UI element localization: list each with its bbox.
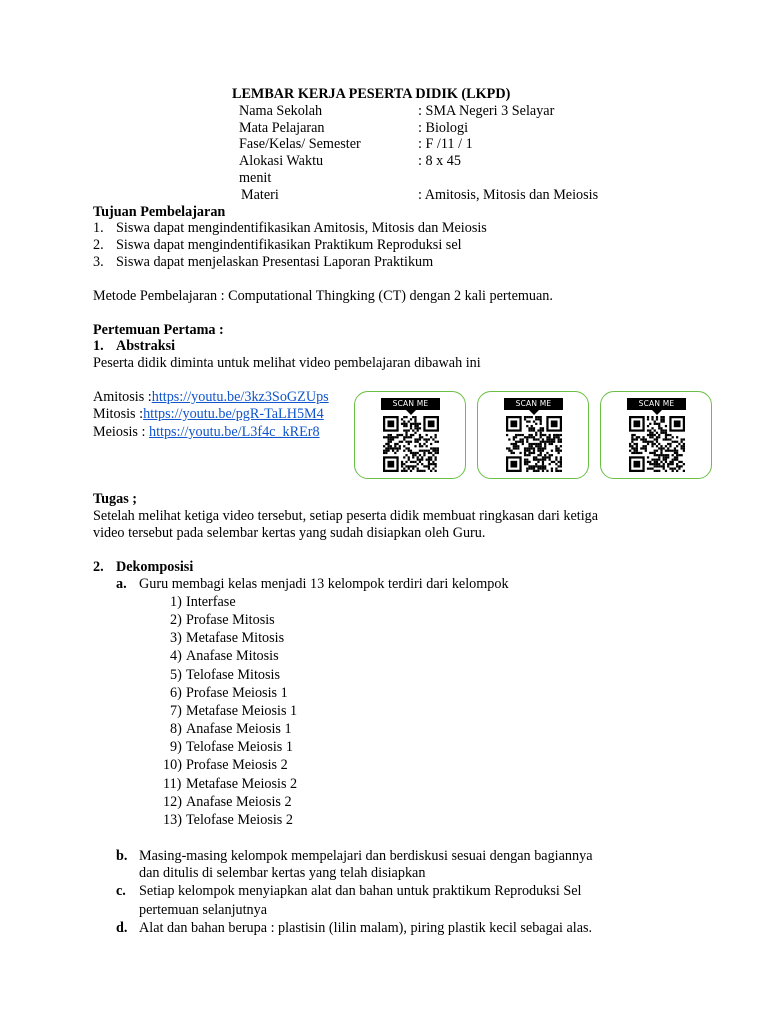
- identity-label-minutes: menit: [239, 170, 272, 186]
- identity-label-material: Materi: [241, 187, 279, 203]
- group-name: Anafase Meiosis 2: [186, 793, 292, 810]
- group-name: Anafase Meiosis 1: [186, 721, 292, 738]
- tujuan-num-2: 2.: [93, 237, 104, 253]
- dekomposisi-c-line-1: Setiap kelompok menyiapkan alat dan bahan untuk praktikum Reproduksi Sel: [139, 883, 582, 899]
- abstraksi-num: 1.: [93, 338, 104, 354]
- document-title: LEMBAR KERJA PESERTA DIDIK (LKPD): [232, 86, 511, 102]
- dekomposisi-a-text: Guru membagi kelas menjadi 13 kelompok terdiri dari kelompok: [139, 576, 509, 592]
- video-row-meiosis: [93, 424, 320, 441]
- dekomposisi-num: 2.: [93, 559, 104, 575]
- tugas-heading: Tugas ;: [93, 491, 138, 507]
- video-row-amitosis: [93, 389, 329, 406]
- group-number: 4): [170, 648, 182, 665]
- scan-me-label: SCAN ME: [504, 398, 563, 410]
- group-number: 8): [170, 721, 182, 738]
- video-link-meiosis[interactable]: https://youtu.be/L3f4c_kREr8: [148, 424, 320, 440]
- group-number: 12): [163, 793, 182, 810]
- group-number: 3): [170, 630, 182, 647]
- tujuan-item-2: Siswa dapat mengindentifikasikan Praktikum Reproduksi sel: [116, 237, 462, 253]
- qr-code-icon: [383, 416, 439, 472]
- identity-value-school: : SMA Negeri 3 Selayar: [418, 103, 555, 119]
- group-name: Profase Meiosis 1: [186, 684, 288, 701]
- group-name: Metafase Meiosis 2: [186, 775, 298, 792]
- identity-value-subject: : Biologi: [418, 120, 469, 136]
- abstraksi-intro: Peserta didik diminta untuk melihat video pembelajaran dibawah ini: [93, 355, 481, 371]
- group-number: 9): [170, 739, 182, 756]
- dekomposisi-b-line-2: dan ditulis di selembar kertas yang telah disiapkan: [139, 865, 426, 881]
- video-label-mitosis: Mitosis :: [93, 406, 144, 422]
- tujuan-item-3: Siswa dapat menjelaskan Presentasi Laporan Praktikum: [116, 254, 434, 270]
- tugas-line-2: video tersebut pada selembar kertas yang sudah disiapkan oleh Guru.: [93, 525, 486, 541]
- group-number: 6): [170, 684, 182, 701]
- dekomposisi-d-text: Alat dan bahan berupa : plastisin (lilin malam), piring plastik kecil sebagai alas.: [139, 920, 593, 936]
- scan-me-label: SCAN ME: [381, 398, 440, 410]
- group-name: Telofase Mitosis: [186, 666, 280, 683]
- identity-label-time: Alokasi Waktu: [239, 153, 324, 169]
- qr-card-mitosis[interactable]: [477, 391, 589, 479]
- scan-me-label: SCAN ME: [627, 398, 686, 410]
- group-number: 10): [163, 757, 182, 774]
- dekomposisi-c-line-2: pertemuan selanjutnya: [139, 902, 268, 918]
- qr-code-icon: [629, 416, 685, 472]
- qr-card-amitosis[interactable]: [354, 391, 466, 479]
- dekomposisi-d-label: d.: [116, 920, 128, 936]
- identity-label-subject: Mata Pelajaran: [239, 120, 325, 136]
- identity-value-time: : 8 x 45: [418, 153, 461, 169]
- tujuan-heading: Tujuan Pembelajaran: [93, 204, 226, 220]
- group-name: Anafase Mitosis: [186, 648, 279, 665]
- metode-text: Metode Pembelajaran : Computational Thingking (CT) dengan 2 kali pertemuan.: [93, 288, 553, 304]
- group-name: Metafase Mitosis: [186, 630, 285, 647]
- dekomposisi-b-line-1: Masing-masing kelompok mempelajari dan berdiskusi sesuai dengan bagiannya: [139, 848, 593, 864]
- tujuan-item-1: Siswa dapat mengindentifikasikan Amitosis, Mitosis dan Meiosis: [116, 220, 487, 236]
- qr-card-meiosis[interactable]: [600, 391, 712, 479]
- group-number: 2): [170, 612, 182, 629]
- group-number: 13): [163, 811, 182, 828]
- video-row-mitosis: [93, 406, 324, 423]
- identity-value-class: : F /11 / 1: [418, 136, 473, 152]
- group-number: 1): [170, 594, 182, 610]
- pertemuan-heading: Pertemuan Pertama :: [93, 322, 224, 338]
- group-name: Profase Meiosis 2: [186, 757, 288, 774]
- qr-code-icon: [506, 416, 562, 472]
- dekomposisi-heading: Dekomposisi: [116, 559, 194, 575]
- abstraksi-heading: Abstraksi: [116, 338, 176, 354]
- group-number: 11): [163, 775, 182, 792]
- group-number: 5): [170, 666, 182, 683]
- group-number: 7): [170, 702, 182, 719]
- dekomposisi-c-label: c.: [116, 883, 126, 899]
- identity-label-school: Nama Sekolah: [239, 103, 323, 119]
- identity-value-material: : Amitosis, Mitosis dan Meiosis: [418, 187, 599, 203]
- video-link-mitosis[interactable]: https://youtu.be/pgR-TaLH5M4: [143, 406, 324, 422]
- group-name: Telofase Meiosis 2: [186, 811, 293, 828]
- group-name: Telofase Meiosis 1: [186, 739, 293, 756]
- group-name: Metafase Meiosis 1: [186, 702, 298, 719]
- dekomposisi-b-label: b.: [116, 848, 128, 864]
- identity-label-class: Fase/Kelas/ Semester: [239, 136, 361, 152]
- group-name: Interfase: [186, 594, 236, 610]
- video-link-amitosis[interactable]: https://youtu.be/3kz3SoGZUps: [151, 389, 329, 405]
- tugas-line-1: Setelah melihat ketiga video tersebut, setiap peserta didik membuat ringkasan dari ketiga: [93, 508, 599, 524]
- video-label-amitosis: Amitosis :: [93, 389, 152, 405]
- tujuan-num-3: 3.: [93, 254, 104, 270]
- video-label-meiosis: Meiosis :: [93, 424, 149, 440]
- group-name: Profase Mitosis: [186, 612, 275, 629]
- dekomposisi-a-label: a.: [116, 576, 127, 592]
- tujuan-num-1: 1.: [93, 220, 104, 236]
